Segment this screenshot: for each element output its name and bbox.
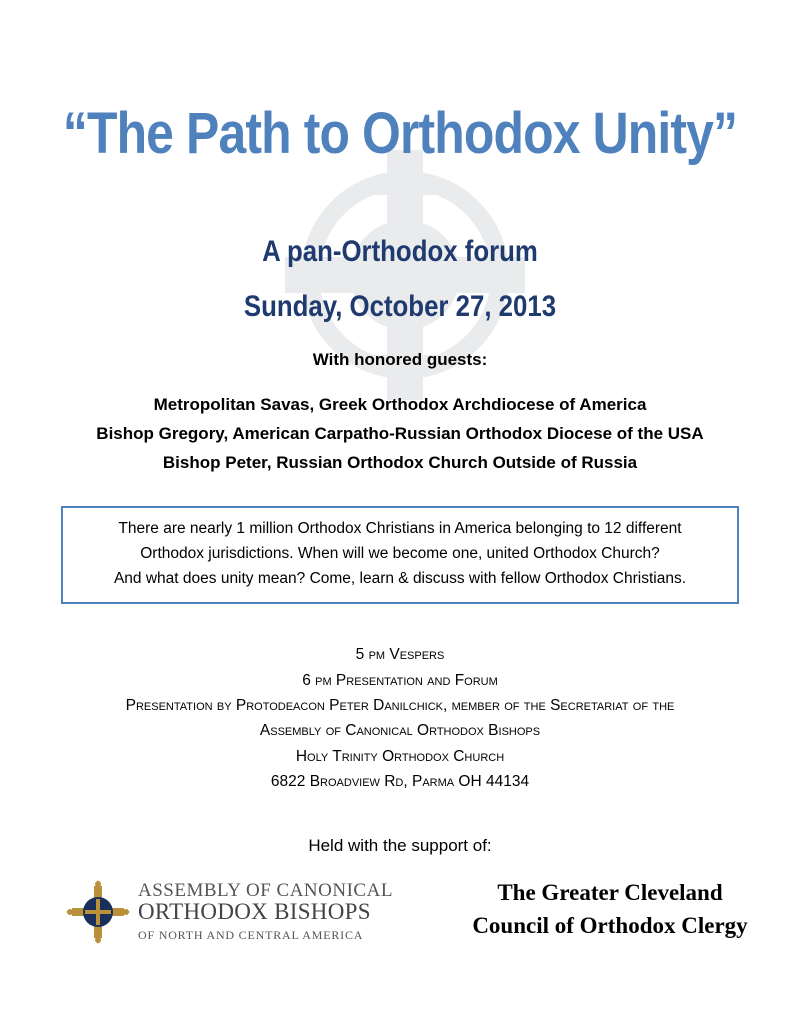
clergy-council [440,876,780,942]
guest-2: Bishop Gregory, American Carpatho-Russian Orthodox Diocese of the USA [96,424,704,443]
info-box [61,506,739,604]
clergy-council-line2: Council of Orthodox Clergy [472,913,748,938]
schedule-venue: Holy Trinity Orthodox Church [295,748,505,765]
info-line-1: There are nearly 1 million Orthodox Christians in America belonging to 12 different [118,520,682,537]
forum-subtitle: A pan-Orthodox forum [262,235,538,268]
assembly-logo [64,876,394,952]
clergy-council-line1: The Greater Cleveland [497,880,723,905]
schedule-vespers: 5 pm Vespers [355,646,445,663]
event-date: Sunday, October 27, 2013 [243,290,557,323]
page-title: “The Path to Orthodox Unity” [62,101,738,166]
info-line-2: Orthodox jurisdictions. When will we become one, united Orthodox Church? [140,545,660,562]
info-line-3: And what does unity mean? Come, learn & discuss with fellow Orthodox Christians. [113,570,687,587]
assembly-logo-line2: ORTHODOX BISHOPS [138,899,371,924]
guests-intro: With honored guests: [312,350,488,369]
schedule-address: 6822 Broadview Rd, Parma OH 44134 [270,773,530,790]
assembly-logo-line3: OF NORTH AND CENTRAL AMERICA [138,928,364,942]
schedule-presenter: Presentation by Protodeacon Peter Danilchick, member of the Secretariat of the [125,697,675,714]
assembly-logo-line1: ASSEMBLY OF CANONICAL [138,880,393,901]
schedule-forum: 6 pm Presentation and Forum [302,672,498,689]
guest-3: Bishop Peter, Russian Orthodox Church Outside of Russia [162,453,638,472]
support-label: Held with the support of: [308,836,492,855]
guest-1: Metropolitan Savas, Greek Orthodox Archdiocese of America [153,395,647,414]
orthodox-cross-logo-icon [64,878,132,946]
schedule-presenter-org: Assembly of Canonical Orthodox Bishops [259,722,541,739]
